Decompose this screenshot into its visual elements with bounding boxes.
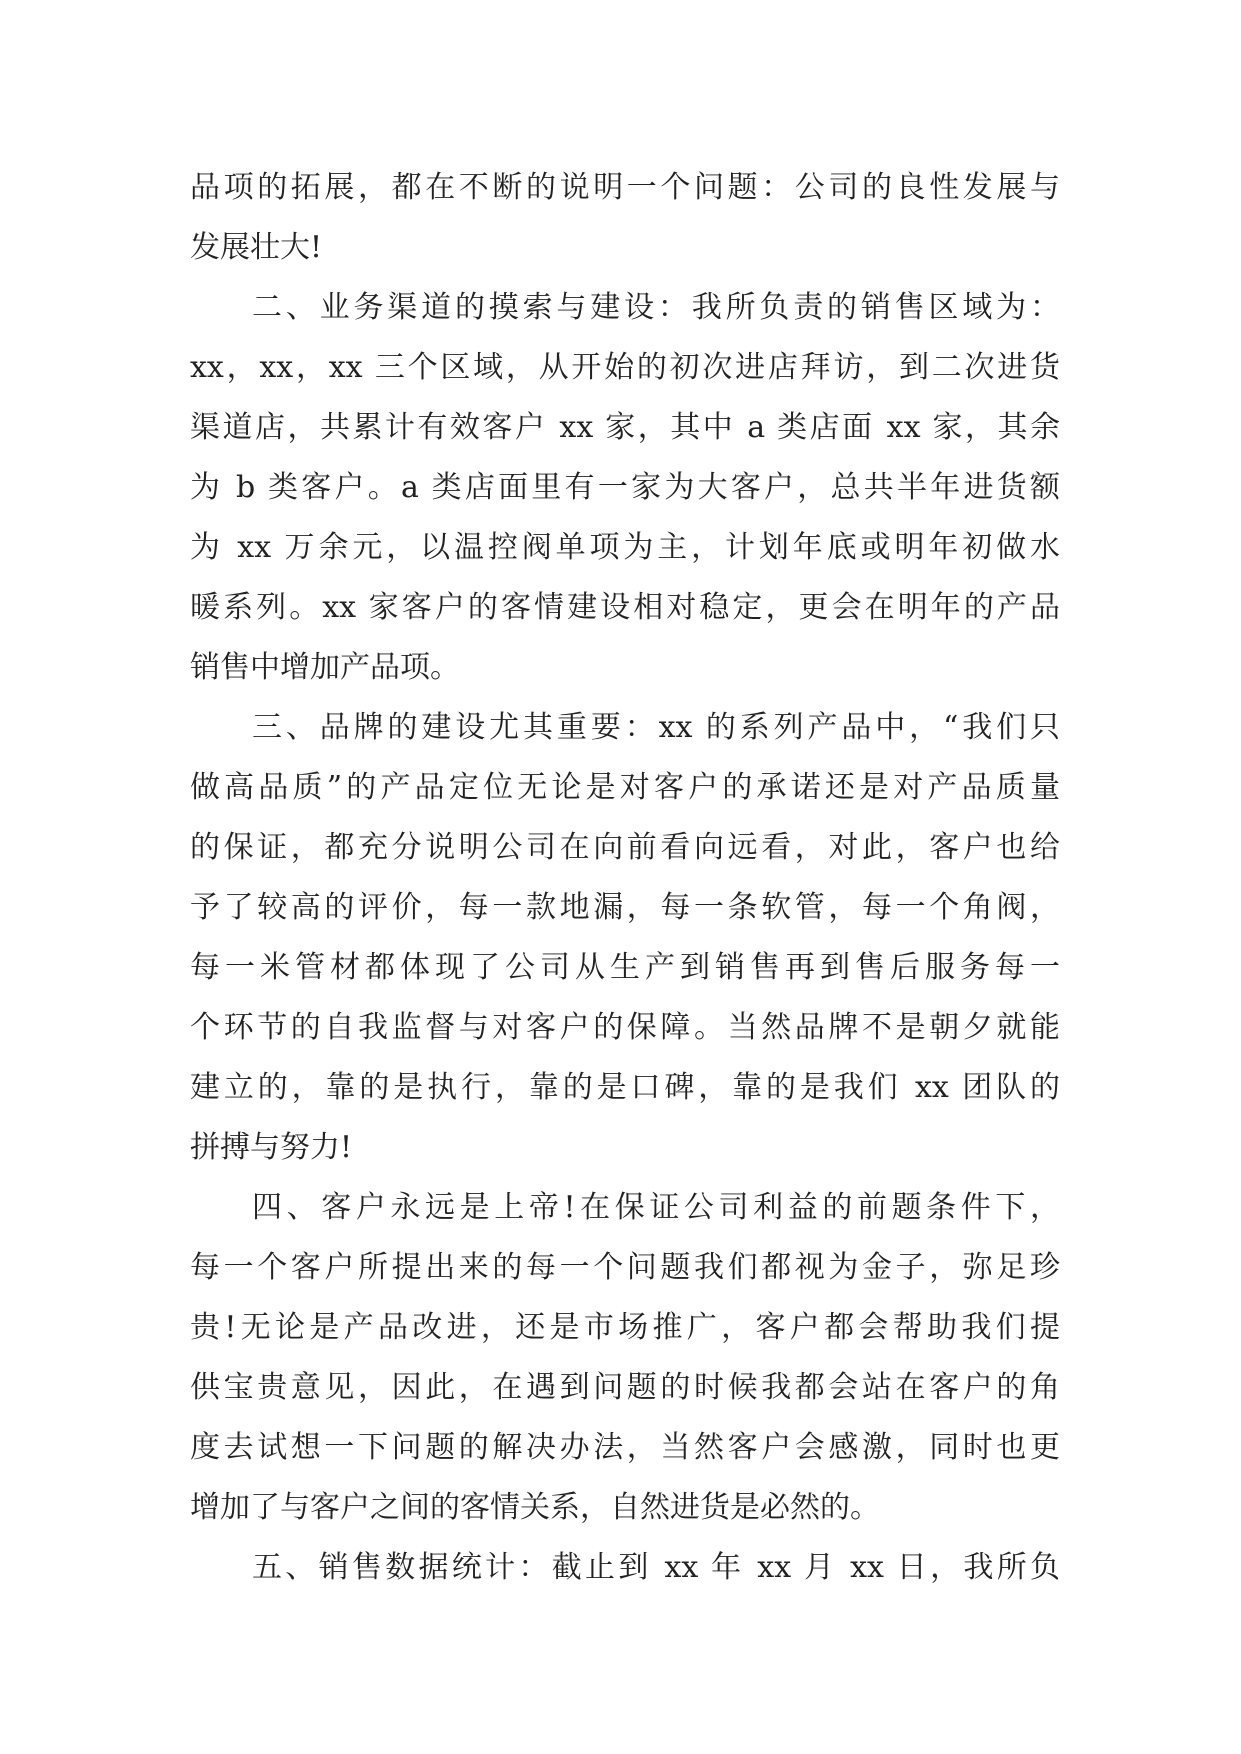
text-line: 为 b 类客户。a 类店面里有一家为大客户，总共半年进货额 <box>190 470 1060 505</box>
text-line: 供宝贵意见，因此，在遇到问题的时候我都会站在客户的角 <box>190 1370 1060 1405</box>
text-line: 予了较高的评价，每一款地漏，每一条软管，每一个角阀， <box>190 890 1060 925</box>
text-line: 做高品质”的产品定位无论是对客户的承诺还是对产品质量 <box>190 770 1060 805</box>
paragraph-heading-line: 三、品牌的建设尤其重要：xx 的系列产品中，“我们只 <box>252 710 1060 745</box>
text-line: 增加了与客户之间的客情关系，自然进货是必然的。 <box>190 1490 880 1525</box>
paragraph-heading-line: 四、客户永远是上帝!在保证公司利益的前题条件下， <box>252 1190 1060 1225</box>
text-line: 品项的拓展，都在不断的说明一个问题：公司的良性发展与 <box>190 170 1060 205</box>
text-line: xx，xx，xx 三个区域，从开始的初次进店拜访，到二次进货 <box>190 350 1060 385</box>
text-line: 个环节的自我监督与对客户的保障。当然品牌不是朝夕就能 <box>190 1010 1060 1045</box>
text-line: 拼搏与努力! <box>190 1130 353 1165</box>
text-line: 暖系列。xx 家客户的客情建设相对稳定，更会在明年的产品 <box>190 590 1060 625</box>
text-line: 每一米管材都体现了公司从生产到销售再到售后服务每一 <box>190 950 1060 985</box>
text-line: 建立的，靠的是执行，靠的是口碑，靠的是我们 xx 团队的 <box>190 1070 1060 1105</box>
text-line: 度去试想一下问题的解决办法，当然客户会感激，同时也更 <box>190 1430 1060 1465</box>
document-body <box>190 158 1060 1598</box>
text-line: 发展壮大! <box>190 230 323 265</box>
text-line: 贵!无论是产品改进，还是市场推广，客户都会帮助我们提 <box>190 1310 1060 1345</box>
text-line: 的保证，都充分说明公司在向前看向远看，对此，客户也给 <box>190 830 1060 865</box>
text-line: 渠道店，共累计有效客户 xx 家，其中 a 类店面 xx 家，其余 <box>190 410 1060 445</box>
paragraph-heading-line: 二、业务渠道的摸索与建设：我所负责的销售区域为： <box>252 290 1060 325</box>
paragraph-heading-line: 五、销售数据统计：截止到 xx 年 xx 月 xx 日，我所负 <box>252 1550 1060 1585</box>
text-line: 销售中增加产品项。 <box>190 650 460 685</box>
text-line: 每一个客户所提出来的每一个问题我们都视为金子，弥足珍 <box>190 1250 1060 1285</box>
text-line: 为 xx 万余元，以温控阀单项为主，计划年底或明年初做水 <box>190 530 1060 565</box>
